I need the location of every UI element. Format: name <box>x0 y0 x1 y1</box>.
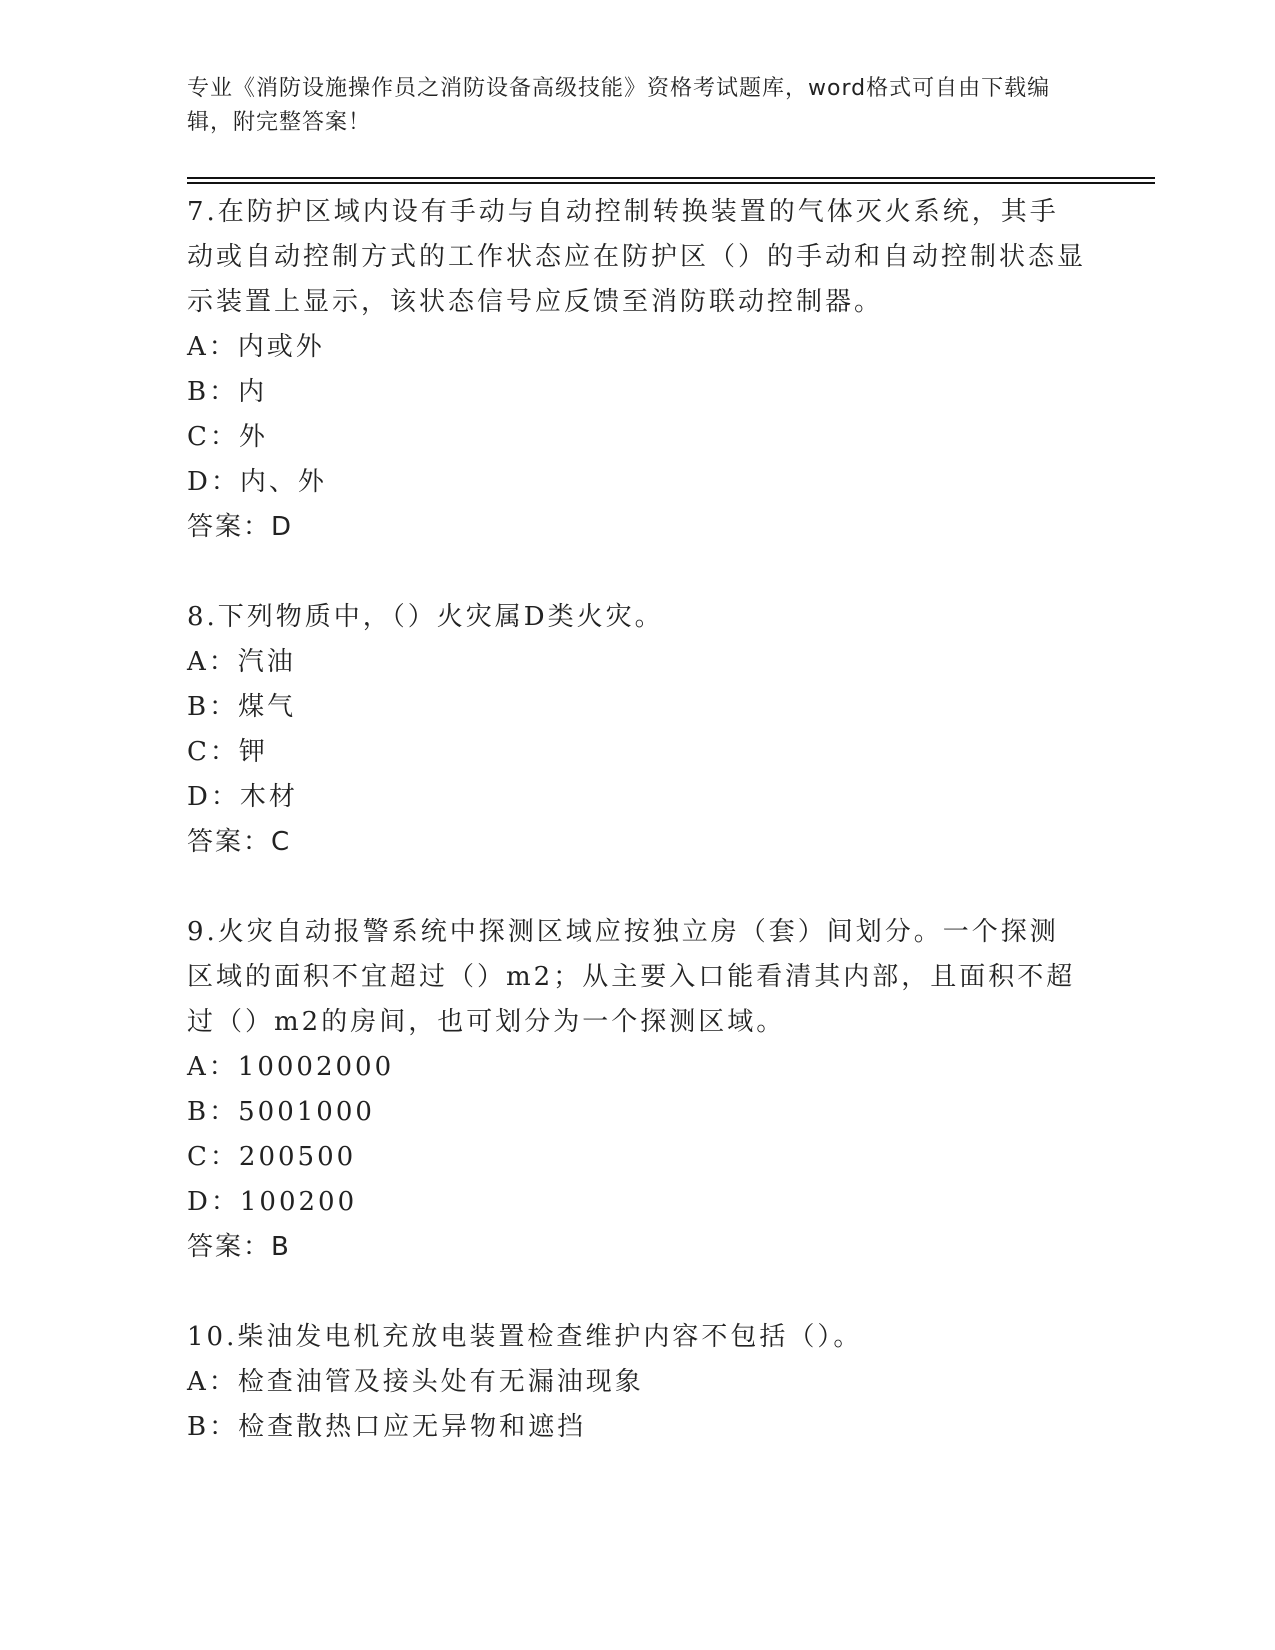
option-key: A： <box>187 1052 238 1082</box>
option-value: 钾 <box>238 737 268 767</box>
option-key: B： <box>187 692 239 722</box>
option-value: 煤气 <box>238 692 297 722</box>
question-8 <box>187 595 1087 865</box>
option-key: B： <box>187 377 239 407</box>
question-text: 7.在防护区域内设有手动与自动控制转换装置的气体灭火系统，其手动或自动控制方式的工作状态应在防护区（）的手动和自动控制状态显示装置上显示，该状态信号应反馈至消防联动控制器。 <box>187 197 1087 317</box>
option-a <box>187 1360 1087 1405</box>
option-value: 5001000 <box>238 1097 375 1127</box>
question-text: 8.下列物质中，（）火灾属D类火灾。 <box>187 602 664 632</box>
option-value: 外 <box>238 422 268 452</box>
option-c <box>187 730 1087 775</box>
option-d <box>187 1180 1087 1225</box>
document-header: 专业《消防设施操作员之消防设备高级技能》资格考试题库，word格式可自由下载编辑，附完整答案！ <box>187 76 1051 135</box>
question-9 <box>187 910 1087 1270</box>
option-value: 10002000 <box>237 1052 395 1082</box>
option-key: A： <box>187 1367 238 1397</box>
option-value: 100200 <box>239 1187 358 1217</box>
option-d <box>187 460 1087 505</box>
option-b <box>187 1090 1087 1135</box>
option-key: A： <box>187 647 238 677</box>
question-spacer <box>187 550 1087 595</box>
question-spacer <box>187 865 1087 910</box>
question-text: 9.火灾自动报警系统中探测区域应按独立房（套）间划分。一个探测区域的面积不宜超过（）m2；从主要入口能看清其内部，且面积不超过（）m2的房间，也可划分为一个探测区域。 <box>187 917 1076 1037</box>
question-10 <box>187 1315 1087 1450</box>
option-d <box>187 775 1087 820</box>
option-b <box>187 370 1087 415</box>
option-a <box>187 325 1087 370</box>
question-list <box>187 190 1087 1450</box>
option-key: C： <box>187 737 239 767</box>
option-key: D： <box>187 782 240 812</box>
option-key: A： <box>187 332 238 362</box>
option-b <box>187 685 1087 730</box>
answer-line: 答案：C <box>187 827 292 857</box>
answer-line: 答案：B <box>187 1232 291 1262</box>
question-text: 10.柴油发电机充放电装置检查维护内容不包括（）。 <box>187 1322 863 1352</box>
header-divider-bottom <box>187 182 1155 184</box>
header-divider-top <box>187 177 1155 179</box>
option-c <box>187 415 1087 460</box>
option-key: D： <box>187 1187 240 1217</box>
option-value: 检查油管及接头处有无漏油现象 <box>237 1367 644 1397</box>
option-value: 检查散热口应无异物和遮挡 <box>238 1412 587 1442</box>
option-key: B： <box>187 1097 239 1127</box>
option-c <box>187 1135 1087 1180</box>
option-key: B： <box>187 1412 239 1442</box>
option-value: 内、外 <box>239 467 327 497</box>
option-a <box>187 640 1087 685</box>
option-value: 木材 <box>239 782 298 812</box>
option-value: 内 <box>238 377 268 407</box>
option-b <box>187 1405 1087 1450</box>
question-7 <box>187 190 1087 550</box>
option-value: 汽油 <box>237 647 296 677</box>
option-key: C： <box>187 422 239 452</box>
option-a <box>187 1045 1087 1090</box>
option-key: C： <box>187 1142 239 1172</box>
question-spacer <box>187 1270 1087 1315</box>
option-key: D： <box>187 467 240 497</box>
option-value: 200500 <box>238 1142 357 1172</box>
option-value: 内或外 <box>237 332 325 362</box>
answer-line: 答案：D <box>187 512 294 542</box>
